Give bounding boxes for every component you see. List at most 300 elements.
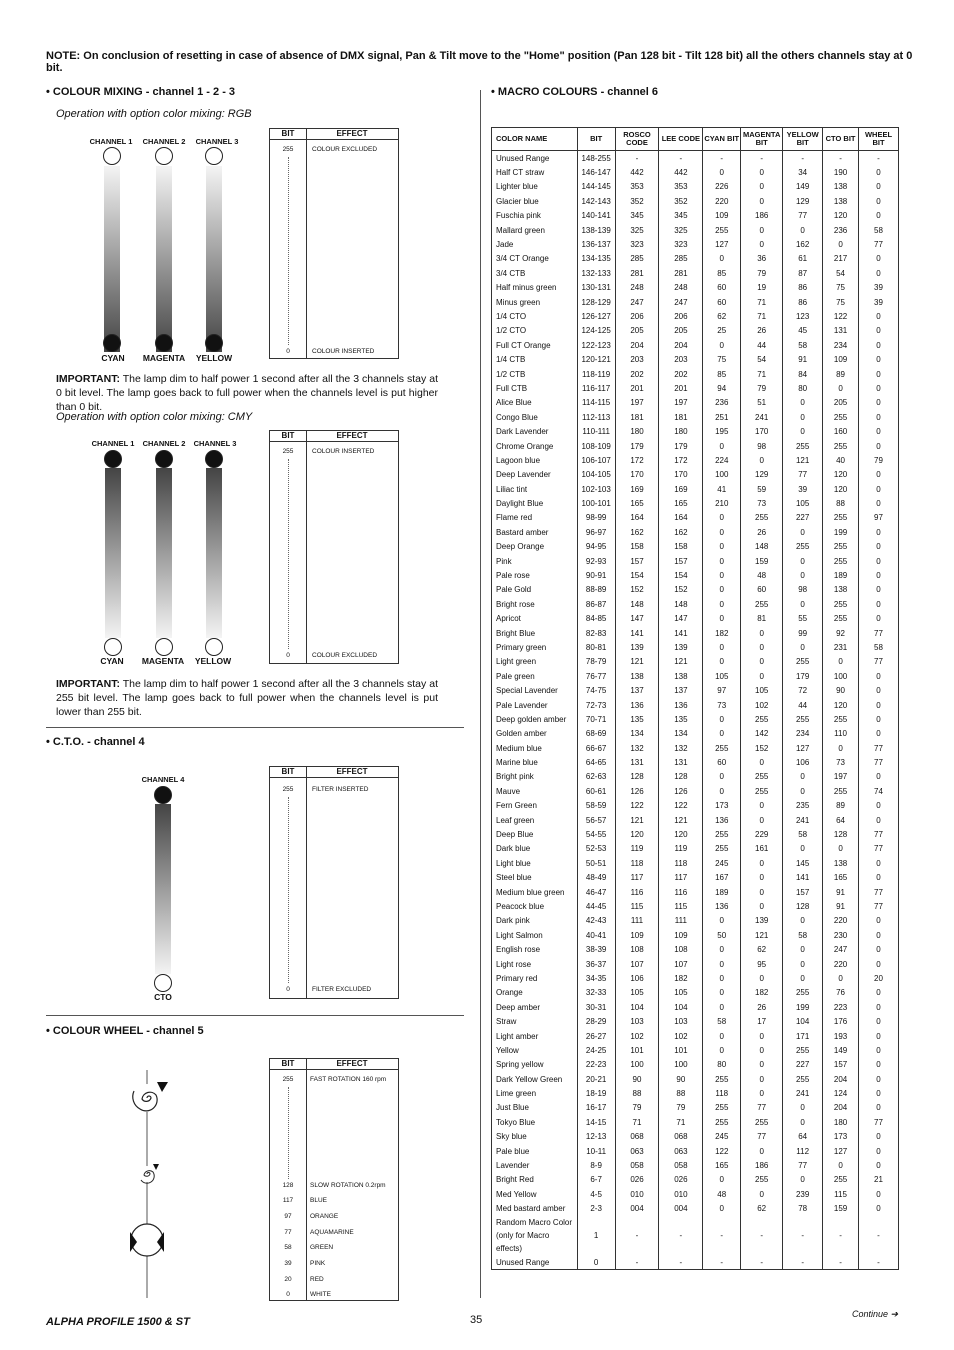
table-row: [492, 1115, 899, 1129]
cell-rosco-code: 202: [615, 367, 659, 381]
cell-cto-bit: 236: [823, 223, 859, 237]
cell-rosco-code: 157: [615, 554, 659, 568]
cell-bit: 134-135: [577, 252, 615, 266]
table-row: [492, 453, 899, 467]
cell-cto-bit: -: [823, 151, 859, 166]
cell-magenta-bit: 0: [741, 1187, 783, 1201]
cell-wheel-bit: 74: [859, 784, 899, 798]
table-row: [492, 1101, 899, 1115]
table-row: [492, 741, 899, 755]
cell-yellow-bit: 80: [783, 381, 823, 395]
cell-cto-bit: 120: [823, 209, 859, 223]
cell-color-name: Special Lavender: [492, 683, 578, 697]
cell-lee-code: 281: [659, 266, 703, 280]
cell-color-name: Med bastard amber: [492, 1202, 578, 1216]
cell-color-name: Tokyo Blue: [492, 1115, 578, 1129]
cell-lee-code: 120: [659, 827, 703, 841]
cell-magenta-bit: 17: [741, 1014, 783, 1028]
table-row: [492, 583, 899, 597]
cell-yellow-bit: 0: [783, 597, 823, 611]
effect-column-header: EFFECT: [336, 1059, 368, 1068]
cell-yellow-bit: 0: [783, 784, 823, 798]
cell-bit: 30-31: [577, 1000, 615, 1014]
cell-lee-code: 157: [659, 554, 703, 568]
cell-color-name: 1/2 CTO: [492, 324, 578, 338]
table-row: [492, 626, 899, 640]
cell-bit: 118-119: [577, 367, 615, 381]
cell-rosco-code: 197: [615, 396, 659, 410]
macro-table-body: [492, 151, 899, 1270]
cell-cyan-bit: 0: [703, 712, 741, 726]
table-row: [492, 180, 899, 194]
cell-color-name: Deep golden amber: [492, 712, 578, 726]
rgb-cyan-label: CYAN: [101, 353, 125, 363]
table-row: [492, 1000, 899, 1014]
cell-wheel-bit: 0: [859, 439, 899, 453]
cell-bit: 44-45: [577, 899, 615, 913]
cell-wheel-bit: 0: [859, 1072, 899, 1086]
cell-bit: 132-133: [577, 266, 615, 280]
cell-cyan-bit: 195: [703, 424, 741, 438]
cell-rosco-code: 108: [615, 942, 659, 956]
cell-lee-code: 068: [659, 1130, 703, 1144]
cell-cto-bit: 255: [823, 784, 859, 798]
cell-lee-code: 345: [659, 209, 703, 223]
cell-cto-bit: 199: [823, 525, 859, 539]
cell-lee-code: 71: [659, 1115, 703, 1129]
cell-color-name: Spring yellow: [492, 1058, 578, 1072]
cell-color-name: Lighter blue: [492, 180, 578, 194]
cell-bit: 82-83: [577, 626, 615, 640]
cell-wheel-bit: 0: [859, 1101, 899, 1115]
cell-rosco-code: 181: [615, 410, 659, 424]
wheel-effect-value: PINK: [310, 1260, 326, 1267]
table-separator: [306, 441, 307, 663]
cell-magenta-bit: 255: [741, 511, 783, 525]
cell-lee-code: 162: [659, 525, 703, 539]
colour-wheel-diagram: [120, 1070, 180, 1298]
cell-yellow-bit: 255: [783, 1043, 823, 1057]
cell-wheel-bit: 77: [859, 899, 899, 913]
cell-lee-code: 121: [659, 813, 703, 827]
rgb-bottom-effect: COLOUR INSERTED: [312, 348, 375, 355]
table-row: [492, 856, 899, 870]
cell-lee-code: 128: [659, 770, 703, 784]
cell-magenta-bit: 26: [741, 324, 783, 338]
cell-cyan-bit: 0: [703, 338, 741, 352]
cell-rosco-code: 103: [615, 1014, 659, 1028]
table-row: [492, 439, 899, 453]
cell-rosco-code: 71: [615, 1115, 659, 1129]
cell-magenta-bit: 0: [741, 669, 783, 683]
cell-bit: 116-117: [577, 381, 615, 395]
cmy-fader-3-top-knob: [205, 450, 223, 468]
cell-lee-code: 202: [659, 367, 703, 381]
table-row: [492, 237, 899, 251]
table-row: [492, 352, 899, 366]
cell-cyan-bit: 0: [703, 942, 741, 956]
cell-cyan-bit: 0: [703, 1202, 741, 1216]
cell-cto-bit: 223: [823, 1000, 859, 1014]
cell-cyan-bit: 0: [703, 554, 741, 568]
cmy-channel-1-label: CHANNEL 1: [91, 439, 135, 448]
cell-lee-code: 132: [659, 741, 703, 755]
cell-magenta-bit: 0: [741, 194, 783, 208]
cell-color-name: Medium blue: [492, 741, 578, 755]
wheel-table-header: [270, 1059, 398, 1070]
wheel-bit-value: 58: [284, 1244, 292, 1251]
cell-cyan-bit: 41: [703, 482, 741, 496]
cell-yellow-bit: 0: [783, 842, 823, 856]
cell-magenta-bit: 0: [741, 755, 783, 769]
cell-yellow-bit: 55: [783, 612, 823, 626]
table-row: [492, 223, 899, 237]
table-row: [492, 827, 899, 841]
cell-color-name: Sky blue: [492, 1130, 578, 1144]
table-row: [492, 597, 899, 611]
cell-yellow-bit: 77: [783, 468, 823, 482]
cell-bit: 62-63: [577, 770, 615, 784]
cell-magenta-bit: -: [741, 1216, 783, 1255]
cell-magenta-bit: 255: [741, 712, 783, 726]
cell-yellow-bit: 98: [783, 583, 823, 597]
cell-cyan-bit: 0: [703, 439, 741, 453]
cell-magenta-bit: 81: [741, 612, 783, 626]
cell-lee-code: 010: [659, 1187, 703, 1201]
cell-color-name: Jade: [492, 237, 578, 251]
cell-cyan-bit: -: [703, 1216, 741, 1255]
cell-bit: 10-11: [577, 1144, 615, 1158]
cell-magenta-bit: 79: [741, 266, 783, 280]
cell-wheel-bit: 0: [859, 482, 899, 496]
cell-color-name: Marine blue: [492, 755, 578, 769]
cell-rosco-code: 131: [615, 755, 659, 769]
cell-magenta-bit: 59: [741, 482, 783, 496]
cell-wheel-bit: 0: [859, 424, 899, 438]
cell-wheel-bit: 0: [859, 669, 899, 683]
cell-yellow-bit: 129: [783, 194, 823, 208]
cell-magenta-bit: 0: [741, 1144, 783, 1158]
cell-lee-code: 063: [659, 1144, 703, 1158]
cell-cyan-bit: 60: [703, 281, 741, 295]
cmy-fader-1: [105, 468, 121, 638]
cell-bit: 120-121: [577, 352, 615, 366]
cell-color-name: Glacier blue: [492, 194, 578, 208]
cell-rosco-code: 152: [615, 583, 659, 597]
cell-lee-code: 137: [659, 683, 703, 697]
cell-rosco-code: 119: [615, 842, 659, 856]
table-row: [492, 1029, 899, 1043]
cell-color-name: Dark pink: [492, 914, 578, 928]
rgb-subtitle: Operation with option color mixing: RGB: [56, 108, 252, 120]
cell-wheel-bit: 0: [859, 1144, 899, 1158]
cell-wheel-bit: 77: [859, 655, 899, 669]
cell-magenta-bit: 0: [741, 885, 783, 899]
rgb-magenta-label: MAGENTA: [142, 353, 186, 363]
cell-bit: 88-89: [577, 583, 615, 597]
table-row: [492, 165, 899, 179]
dotted-range: [288, 797, 289, 983]
cell-magenta-bit: -: [741, 1255, 783, 1270]
cell-wheel-bit: 0: [859, 180, 899, 194]
cell-cyan-bit: 245: [703, 856, 741, 870]
cell-cto-bit: 120: [823, 482, 859, 496]
cell-yellow-bit: 61: [783, 252, 823, 266]
cell-wheel-bit: 0: [859, 957, 899, 971]
cell-cyan-bit: 189: [703, 885, 741, 899]
cell-lee-code: 108: [659, 942, 703, 956]
cmy-important-note: [56, 677, 438, 719]
cell-rosco-code: 058: [615, 1158, 659, 1172]
cto-fader: [155, 804, 171, 974]
cell-yellow-bit: 58: [783, 928, 823, 942]
cell-color-name: Dark blue: [492, 842, 578, 856]
table-row: [492, 914, 899, 928]
cell-rosco-code: -: [615, 1255, 659, 1270]
rgb-fader-1-bottom-knob: [103, 334, 121, 352]
cell-wheel-bit: 0: [859, 727, 899, 741]
table-row: [492, 770, 899, 784]
cell-lee-code: 103: [659, 1014, 703, 1028]
cell-color-name: Pale Lavender: [492, 698, 578, 712]
cell-yellow-bit: 0: [783, 942, 823, 956]
rgb-bottom-bit: 0: [286, 348, 290, 355]
cmy-fader-3-bottom-knob: [205, 638, 223, 656]
table-row: [492, 942, 899, 956]
header-cyan-bit: CYAN BIT: [703, 128, 741, 151]
table-row: [492, 669, 899, 683]
cell-wheel-bit: 0: [859, 770, 899, 784]
cell-cto-bit: 189: [823, 568, 859, 582]
cell-magenta-bit: 0: [741, 626, 783, 640]
table-row: [492, 1072, 899, 1086]
table-row: [492, 324, 899, 338]
cell-rosco-code: 136: [615, 698, 659, 712]
wheel-effect-value: AQUAMARINE: [310, 1229, 354, 1236]
cell-color-name: 3/4 CT Orange: [492, 252, 578, 266]
table-row: [492, 151, 899, 166]
cto-heading: • C.T.O. - channel 4: [46, 736, 145, 748]
cell-lee-code: 206: [659, 309, 703, 323]
cell-bit: 54-55: [577, 827, 615, 841]
cell-cto-bit: 159: [823, 1202, 859, 1216]
cell-rosco-code: 134: [615, 727, 659, 741]
cell-cto-bit: 180: [823, 1115, 859, 1129]
cell-cyan-bit: -: [703, 1255, 741, 1270]
cell-rosco-code: 442: [615, 165, 659, 179]
cell-lee-code: 136: [659, 698, 703, 712]
cell-wheel-bit: 0: [859, 540, 899, 554]
cell-rosco-code: 109: [615, 928, 659, 942]
cell-cyan-bit: 60: [703, 755, 741, 769]
cell-bit: 148-255: [577, 151, 615, 166]
cell-cto-bit: 173: [823, 1130, 859, 1144]
cell-cto-bit: 109: [823, 352, 859, 366]
table-row: [492, 1216, 899, 1255]
cell-rosco-code: 148: [615, 597, 659, 611]
cell-rosco-code: 180: [615, 424, 659, 438]
cell-cto-bit: 255: [823, 597, 859, 611]
cell-bit: 72-73: [577, 698, 615, 712]
cell-wheel-bit: 77: [859, 885, 899, 899]
cell-cto-bit: 220: [823, 914, 859, 928]
cell-bit: 112-113: [577, 410, 615, 424]
rgb-channel-2-label: CHANNEL 2: [142, 137, 186, 146]
cell-color-name: Bastard amber: [492, 525, 578, 539]
cmy-bottom-bit: 0: [286, 652, 290, 659]
cell-color-name: Deep Blue: [492, 827, 578, 841]
cell-bit: 80-81: [577, 640, 615, 654]
cell-cto-bit: 64: [823, 813, 859, 827]
wheel-bit-value: 77: [284, 1229, 292, 1236]
cell-cyan-bit: 255: [703, 842, 741, 856]
cell-color-name: Med Yellow: [492, 1187, 578, 1201]
cmy-top-effect: COLOUR INSERTED: [312, 448, 375, 455]
rgb-important-note: [56, 372, 438, 414]
cell-magenta-bit: 121: [741, 928, 783, 942]
cell-rosco-code: 116: [615, 885, 659, 899]
cell-magenta-bit: 26: [741, 525, 783, 539]
cell-cto-bit: 190: [823, 165, 859, 179]
cell-cyan-bit: 245: [703, 1130, 741, 1144]
cell-lee-code: 152: [659, 583, 703, 597]
cell-cto-bit: 120: [823, 468, 859, 482]
cell-magenta-bit: 0: [741, 223, 783, 237]
table-row: [492, 252, 899, 266]
table-row: [492, 1014, 899, 1028]
cell-wheel-bit: -: [859, 151, 899, 166]
cell-rosco-code: 179: [615, 439, 659, 453]
cell-cyan-bit: 80: [703, 1058, 741, 1072]
cell-bit: 6-7: [577, 1173, 615, 1187]
cell-wheel-bit: 0: [859, 252, 899, 266]
table-row: [492, 424, 899, 438]
cell-bit: 48-49: [577, 871, 615, 885]
cell-bit: 36-37: [577, 957, 615, 971]
cell-yellow-bit: 255: [783, 712, 823, 726]
cell-bit: 100-101: [577, 496, 615, 510]
cmy-cyan-label: CYAN: [100, 656, 124, 666]
cell-rosco-code: 247: [615, 295, 659, 309]
cell-wheel-bit: 20: [859, 971, 899, 985]
bit-column-header: BIT: [270, 1059, 307, 1069]
cell-bit: 2-3: [577, 1202, 615, 1216]
cell-cto-bit: 138: [823, 583, 859, 597]
cell-color-name: Light amber: [492, 1029, 578, 1043]
cell-cto-bit: 138: [823, 180, 859, 194]
rgb-top-effect: COLOUR EXCLUDED: [312, 146, 378, 153]
cell-color-name: Steel blue: [492, 871, 578, 885]
cell-magenta-bit: 186: [741, 209, 783, 223]
wheel-bit-value: 20: [284, 1276, 292, 1283]
cell-magenta-bit: 255: [741, 1115, 783, 1129]
cell-lee-code: -: [659, 1216, 703, 1255]
cell-yellow-bit: 91: [783, 352, 823, 366]
cell-magenta-bit: 0: [741, 899, 783, 913]
cell-color-name: Daylight Blue: [492, 496, 578, 510]
wheel-effect-value: BLUE: [310, 1197, 327, 1204]
cell-cto-bit: 255: [823, 410, 859, 424]
cell-bit: 122-123: [577, 338, 615, 352]
table-row: [492, 281, 899, 295]
table-row: [492, 1158, 899, 1172]
cell-cyan-bit: 255: [703, 223, 741, 237]
cell-color-name: Dark Yellow Green: [492, 1072, 578, 1086]
cell-bit: 52-53: [577, 842, 615, 856]
cell-color-name: 1/4 CTO: [492, 309, 578, 323]
rgb-table-header: [270, 129, 398, 140]
continue-link[interactable]: Continue ➔: [852, 1309, 899, 1319]
cell-yellow-bit: 106: [783, 755, 823, 769]
cell-wheel-bit: 77: [859, 741, 899, 755]
cell-bit: 0: [577, 1255, 615, 1270]
cell-magenta-bit: 148: [741, 540, 783, 554]
cell-wheel-bit: 0: [859, 381, 899, 395]
cell-yellow-bit: 199: [783, 1000, 823, 1014]
cell-lee-code: 247: [659, 295, 703, 309]
cell-lee-code: -: [659, 1255, 703, 1270]
cell-color-name: Unused Range: [492, 1255, 578, 1270]
table-row: [492, 468, 899, 482]
cell-yellow-bit: 64: [783, 1130, 823, 1144]
cell-wheel-bit: -: [859, 1216, 899, 1255]
cell-bit: 66-67: [577, 741, 615, 755]
cell-yellow-bit: 162: [783, 237, 823, 251]
cell-rosco-code: -: [615, 1216, 659, 1255]
cmy-fader-2-bottom-knob: [155, 638, 173, 656]
cell-cyan-bit: 58: [703, 1014, 741, 1028]
cell-yellow-bit: 123: [783, 309, 823, 323]
cell-lee-code: 158: [659, 540, 703, 554]
cell-yellow-bit: 235: [783, 799, 823, 813]
cell-bit: 46-47: [577, 885, 615, 899]
cell-cto-bit: 220: [823, 957, 859, 971]
wheel-effect-value: RED: [310, 1276, 324, 1283]
cell-yellow-bit: 255: [783, 1072, 823, 1086]
cell-color-name: English rose: [492, 942, 578, 956]
cell-cyan-bit: 165: [703, 1158, 741, 1172]
table-row: [492, 338, 899, 352]
cell-wheel-bit: 0: [859, 525, 899, 539]
cell-bit: 130-131: [577, 281, 615, 295]
cell-cto-bit: 76: [823, 986, 859, 1000]
cell-cto-bit: 255: [823, 540, 859, 554]
table-row: [492, 683, 899, 697]
table-row: [492, 727, 899, 741]
cell-yellow-bit: 72: [783, 683, 823, 697]
cell-lee-code: 248: [659, 281, 703, 295]
cell-rosco-code: 79: [615, 1101, 659, 1115]
cell-magenta-bit: 255: [741, 784, 783, 798]
cell-color-name: Primary red: [492, 971, 578, 985]
table-row: [492, 1130, 899, 1144]
cell-cyan-bit: 0: [703, 540, 741, 554]
cell-magenta-bit: 229: [741, 827, 783, 841]
cell-lee-code: 135: [659, 712, 703, 726]
cell-cto-bit: 0: [823, 741, 859, 755]
cell-bit: 76-77: [577, 669, 615, 683]
cell-lee-code: 442: [659, 165, 703, 179]
cell-yellow-bit: 234: [783, 727, 823, 741]
cell-lee-code: 323: [659, 237, 703, 251]
cell-lee-code: 102: [659, 1029, 703, 1043]
cell-rosco-code: 004: [615, 1202, 659, 1216]
cell-yellow-bit: -: [783, 1255, 823, 1270]
table-row: [492, 885, 899, 899]
cell-bit: 38-39: [577, 942, 615, 956]
cell-bit: 110-111: [577, 424, 615, 438]
cell-color-name: Golden amber: [492, 727, 578, 741]
